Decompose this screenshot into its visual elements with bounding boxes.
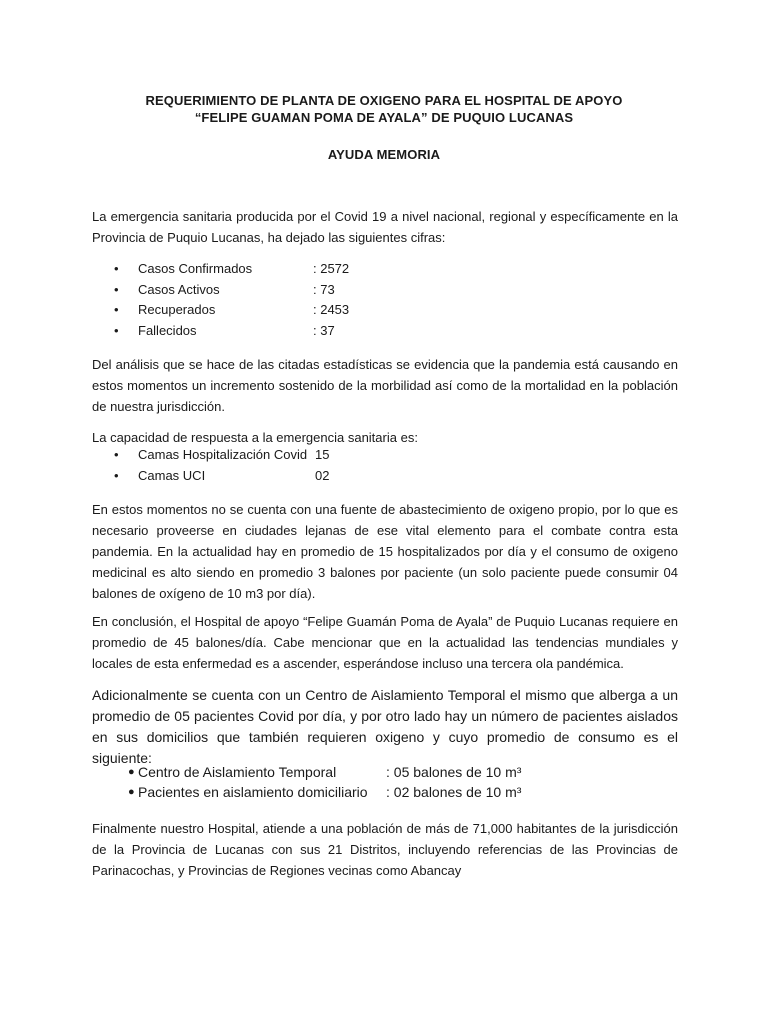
document-title-line-1: REQUERIMIENTO DE PLANTA DE OXIGENO PARA EL HOSPITAL DE APOYO	[145, 93, 623, 108]
stat-label: Casos Confirmados	[138, 261, 253, 276]
capacity-value: 02	[315, 468, 330, 483]
stat-label: Casos Activos	[138, 282, 220, 297]
capacity-row	[0, 466, 768, 486]
bullet-icon: •	[114, 261, 119, 276]
isolation-intro: Adicionalmente se cuenta con un Centro de Aislamiento Temporal el mismo que alberga a un promedio de 05 pacientes Covid por día, y por otro lado hay un número de pacientes aislados en sus domicilios que también requieren oxigeno y cuyo promedio de consumo es el siguiente:	[92, 687, 678, 766]
conclusion-paragraph: En conclusión, el Hospital de apoyo “Felipe Guamán Poma de Ayala” de Puquio Lucanas requiere en promedio de 45 balones/día. Cabe mencionar que en la actualidad las tendencias mundiales y locales de esta enfermedad es a ascender, esperándose incluso una tercera ola pandémica.	[92, 614, 678, 671]
supply-paragraph: En estos momentos no se cuenta con una fuente de abastecimiento de oxigeno propio, por lo que es necesario proveerse en ciudades lejanas de ese vital elemento para el combate contra esta pandemia. En la actualidad hay en promedio de 15 hospitalizados por día y el consumo de oxigeno medicinal es alto siendo en promedio 3 balones por paciente (un solo paciente puede consumir 04 balones de oxígeno de 10 m3 por día).	[92, 502, 678, 601]
isolation-value: : 02 balones de 10 m³	[386, 784, 522, 800]
bullet-icon: ●	[128, 786, 135, 798]
bullet-icon: •	[114, 282, 119, 297]
stat-row	[0, 321, 768, 341]
stat-row	[0, 280, 768, 300]
stat-value: : 73	[313, 282, 335, 297]
document-title-line-2: “FELIPE GUAMAN POMA DE AYALA” DE PUQUIO LUCANAS	[194, 110, 574, 125]
isolation-label: Pacientes en aislamiento domiciliario	[138, 784, 368, 800]
isolation-row	[0, 761, 768, 783]
stat-row	[0, 300, 768, 320]
stat-label: Recuperados	[138, 302, 216, 317]
capacity-row	[0, 445, 768, 465]
analysis-paragraph: Del análisis que se hace de las citadas estadísticas se evidencia que la pandemia está causando en estos momentos un incremento sostenido de la morbilidad así como de la mortalidad en la población de nuestra jurisdicción.	[92, 357, 678, 414]
stat-row	[0, 259, 768, 279]
bullet-icon: •	[114, 447, 119, 462]
stat-label: Fallecidos	[138, 323, 197, 338]
bullet-icon: ●	[128, 766, 135, 778]
isolation-value: : 05 balones de 10 m³	[386, 764, 522, 780]
document-subtitle: AYUDA MEMORIA	[327, 147, 441, 162]
bullet-icon: •	[114, 468, 119, 483]
bullet-icon: •	[114, 323, 119, 338]
capacity-label: Camas Hospitalización Covid	[138, 447, 308, 462]
intro-paragraph: La emergencia sanitaria producida por el Covid 19 a nivel nacional, regional y específicamente en la Provincia de Puquio Lucanas, ha dejado las siguientes cifras:	[92, 209, 678, 245]
capacity-label: Camas UCI	[138, 468, 206, 483]
stat-value: : 2572	[313, 261, 350, 276]
stat-value: : 2453	[313, 302, 350, 317]
capacity-value: 15	[315, 447, 330, 462]
stat-value: : 37	[313, 323, 335, 338]
capacity-intro: La capacidad de respuesta a la emergencia sanitaria es:	[92, 430, 418, 445]
isolation-row	[0, 781, 768, 803]
isolation-label: Centro de Aislamiento Temporal	[138, 764, 337, 780]
final-paragraph: Finalmente nuestro Hospital, atiende a una población de más de 71,000 habitantes de la jurisdicción de la Provincia de Lucanas con sus 21 Distritos, incluyendo referencias de las Provincias de Parinacochas, y Provincias de Regiones vecinas como Abancay	[92, 821, 678, 878]
bullet-icon: •	[114, 302, 119, 317]
